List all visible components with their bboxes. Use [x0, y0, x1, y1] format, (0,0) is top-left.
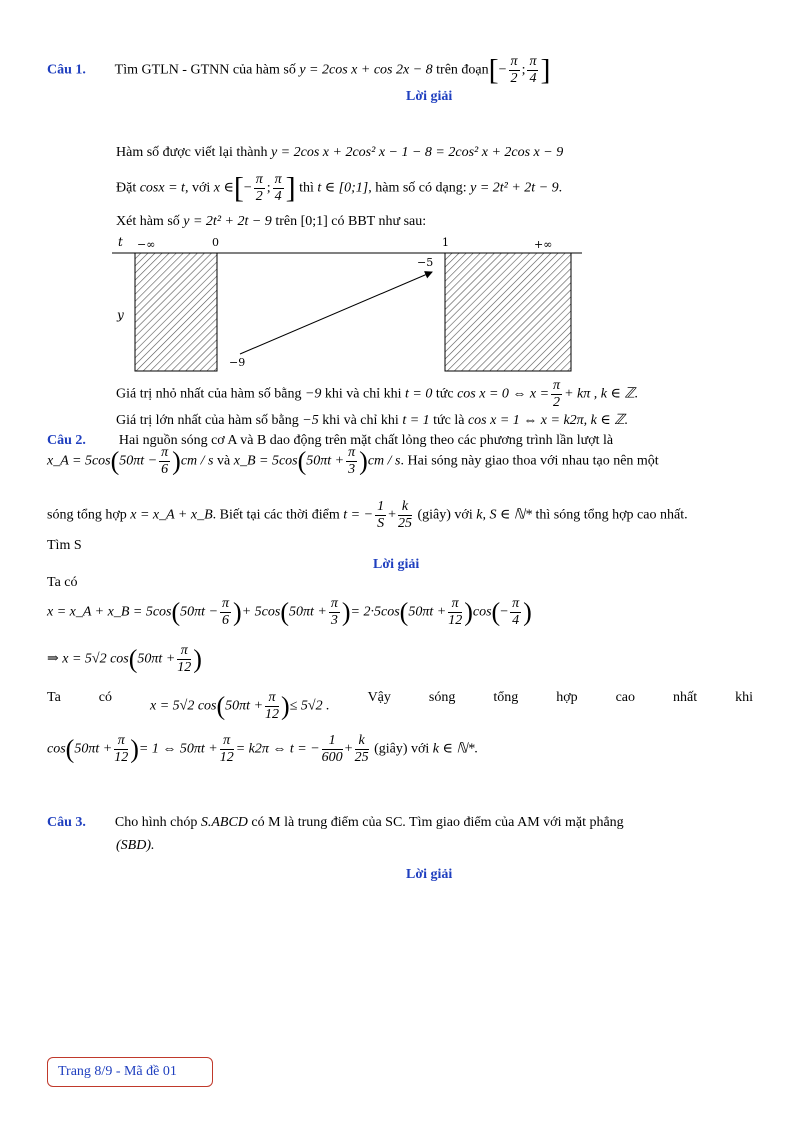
q1-min-line: Giá trị nhỏ nhất của hàm số bằng −9 khi và chỉ khi t = 0 tức cos x = 0 ⇔ x = $\frac{\pi}{2}$ + kπ , k ∈ ℤ. [116, 378, 639, 410]
q1-max-line: Giá trị lớn nhất của hàm số bằng −5 khi và chỉ khi t = 1 tức là cos x = 1 ⇔ x = k2π, k ∈ ℤ. [116, 413, 629, 428]
page-footer [47, 1057, 213, 1087]
q3-label: Câu 3. [47, 815, 86, 830]
q2-ask: Tìm S [47, 538, 82, 553]
q2-final-line: cos(50πt + $\frac{\pi}{12}$ )= 1 ⇔ 50πt + $\frac{\pi}{12}$ = k2π ⇔ t = − $\frac{1}{600}$ + $\frac{k}{25}$ (giây) với k ∈ ℕ*. [47, 733, 479, 765]
q2-inequality-line: Ta có x = 5√2 cos(50πt + $\frac{\pi}{12}$ )≤ 5√2 . Vậy sóng tổng hợp cao nhất khi [47, 690, 753, 722]
hatch-left [135, 253, 217, 371]
one-label: 1 [442, 236, 449, 249]
q2-sum-line: x = x_A + x_B = 5cos(50πt − $\frac{\pi}{6}$ )+ 5cos(50πt + $\frac{\pi}{3}$ )= 2·5cos(50πt + $\frac{\pi}{12}$ )cos(− $\frac{\pi}{4}$ ) [47, 596, 532, 628]
q2-solution-heading: Lời giải [373, 557, 420, 572]
q2-result-line: ⇒ x = 5√2 cos(50πt + $\frac{\pi}{12}$ ) [47, 643, 202, 675]
footer-text: Trang 8/9 - Mã đề 01 [58, 1064, 177, 1079]
zero-label: 0 [212, 236, 219, 249]
q1-line1: Hàm số được viết lại thành y = 2cos x + 2cos² x − 1 − 8 = 2cos² x + 2cos x − 9 [116, 145, 564, 160]
q3-statement: Câu 3. Cho hình chóp S.ABCD có M là trung điểm của SC. Tìm giao điểm của AM với mặt phẳng [47, 815, 624, 830]
q3-solution-heading: Lời giải [406, 867, 453, 882]
t-label: t [118, 235, 123, 249]
q2-taco: Ta có [47, 575, 78, 590]
q1-line2: Đặt cosx = t, với x ∈[− $\frac{\pi}{2}$ ; $\frac{\pi}{4}$ ] thì t ∈ [0;1], hàm số có dạng: y = 2t² + 2t − 9. [116, 171, 563, 205]
y-label: y [117, 308, 124, 322]
variation-table [112, 232, 582, 374]
max-value-label: −5 [417, 256, 434, 269]
q2-line3: sóng tổng hợp x = x_A + x_B. Biết tại các thời điểm t = − $\frac{1}{S}$ + $\frac{k}{25}$ (giây) với k, S ∈ ℕ* thì sóng tổng hợp cao nhất. [47, 499, 688, 531]
hatch-right [445, 253, 571, 371]
q1-statement: Câu 1. Tìm GTLN - GTNN của hàm số y = 2cos x + cos 2x − 8 trên đoạn[− $\frac{\pi}{2}$ ; $\frac{\pi}{4}$ ] [47, 53, 551, 87]
q1-line3: Xét hàm số y = 2t² + 2t − 9 trên [0;1] có BBT như sau: [116, 214, 427, 229]
min-value-label: −9 [229, 356, 246, 369]
pos-inf-label: +∞ [534, 238, 553, 251]
q2-label: Câu 2. [47, 433, 86, 448]
q1-label: Câu 1. [47, 62, 86, 78]
q2-equations: x_A = 5cos(50πt − $\frac{\pi}{6}$ )cm / s và x_B = 5cos(50πt + $\frac{\pi}{3}$ )cm / s. Hai sóng này giao thoa với nhau tạo nên một [47, 445, 659, 477]
increasing-arrow [240, 272, 432, 354]
neg-inf-label: −∞ [137, 238, 156, 251]
q3-plane: (SBD). [116, 838, 155, 853]
q1-solution-heading: Lời giải [406, 89, 453, 104]
q2-intro: Câu 2. Hai nguồn sóng cơ A và B dao động trên mặt chất lỏng theo các phương trình lần lượt là [47, 433, 614, 448]
